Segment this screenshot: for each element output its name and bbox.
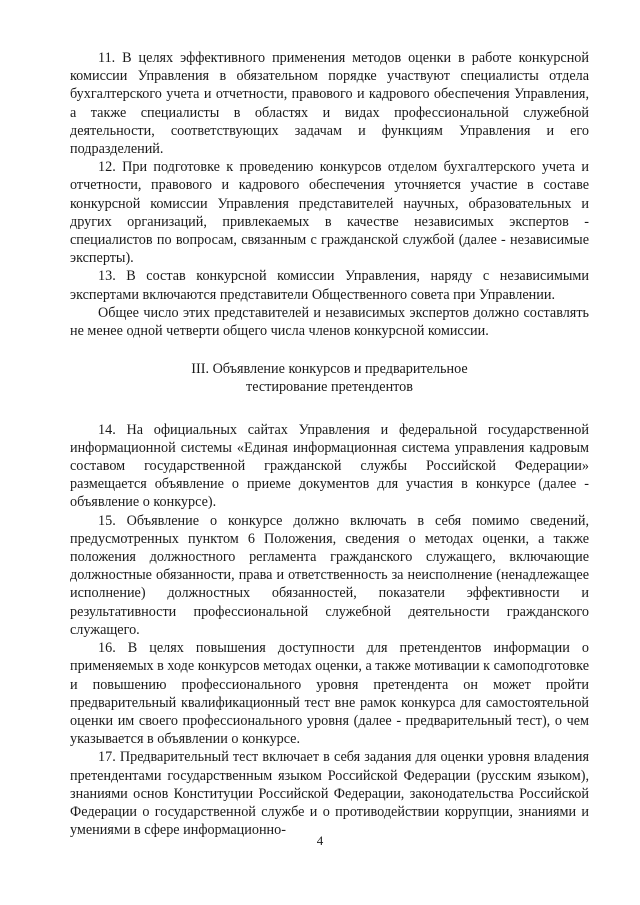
paragraph-14: 14. На официальных сайтах Управления и федеральной государственной информационной системы «Единая информационная система управления кадровым составом государственной гражданской службы Российской Федерации» размещается объявление о приеме документов для участия в конкурсе (далее - объявление о конкурсе). <box>70 421 589 511</box>
section-heading-line-2: тестирование претендентов <box>246 379 413 396</box>
paragraph-13: 13. В состав конкурсной комиссии Управления, наряду с независимыми экспертами включаются представители Общественного совета при Управлении. <box>70 268 589 303</box>
section-heading <box>70 360 589 396</box>
page-number: 4 <box>316 833 324 848</box>
paragraph-15: 15. Объявление о конкурсе должно включать в себя помимо сведений, предусмотренных пунктом 6 Положения, сведения о методах оценки, а также положения должностного регламента гражданского служащего, включающие должностные обязанности, права и ответственность за неисполнение (ненадлежащее исполнение) должностных обязанностей, показатели эффективности и результативности профессиональной служебной деятельности гражданского служащего. <box>70 512 589 638</box>
document-page <box>70 49 589 839</box>
paragraph-13-continued: Общее число этих представителей и независимых экспертов должно составлять не менее одной четверти общего числа членов конкурсной комиссии. <box>70 304 589 340</box>
paragraph-16: 16. В целях повышения доступности для претендентов информации о применяемых в ходе конкурсов методах оценки, а также мотивации к самоподготовке и повышению профессионального уровня претендента он может пройти предварительный квалификационный тест вне рамок конкурса для самостоятельной оценки им своего профессионального уровня (далее - предварительный тест), о чем указывается в объявлении о конкурсе. <box>70 640 589 748</box>
section-heading-line-1: III. Объявление конкурсов и предварительное <box>191 361 468 378</box>
paragraph-17: 17. Предварительный тест включает в себя задания для оценки уровня владения претендентами государственным языком Российской Федерации (русским языком), знаниями основ Конституции Российской Федерации, законодательства Российской Федерации о государственной службе и о противодействии коррупции, знаниями и умениями в сфере информационно- <box>70 749 589 839</box>
paragraph-11: 11. В целях эффективного применения методов оценки в работе конкурсной комиссии Управления в обязательном порядке участвуют специалисты отдела бухгалтерского учета и отчетности, правового и кадрового обеспечения Управления, а также специалисты в областях и видах профессиональной служебной деятельности, соответствующих задачам и функциям Управления и его подразделений. <box>70 50 589 158</box>
paragraph-12: 12. При подготовке к проведению конкурсов отделом бухгалтерского учета и отчетности, правового и кадрового обеспечения уточняется участие в составе конкурсной комиссии Управления представителей научных, образовательных и других организаций, привлекаемых в качестве независимых экспертов - специалистов по вопросам, связанным с гражданской службой (далее - независимые эксперты). <box>70 159 589 267</box>
